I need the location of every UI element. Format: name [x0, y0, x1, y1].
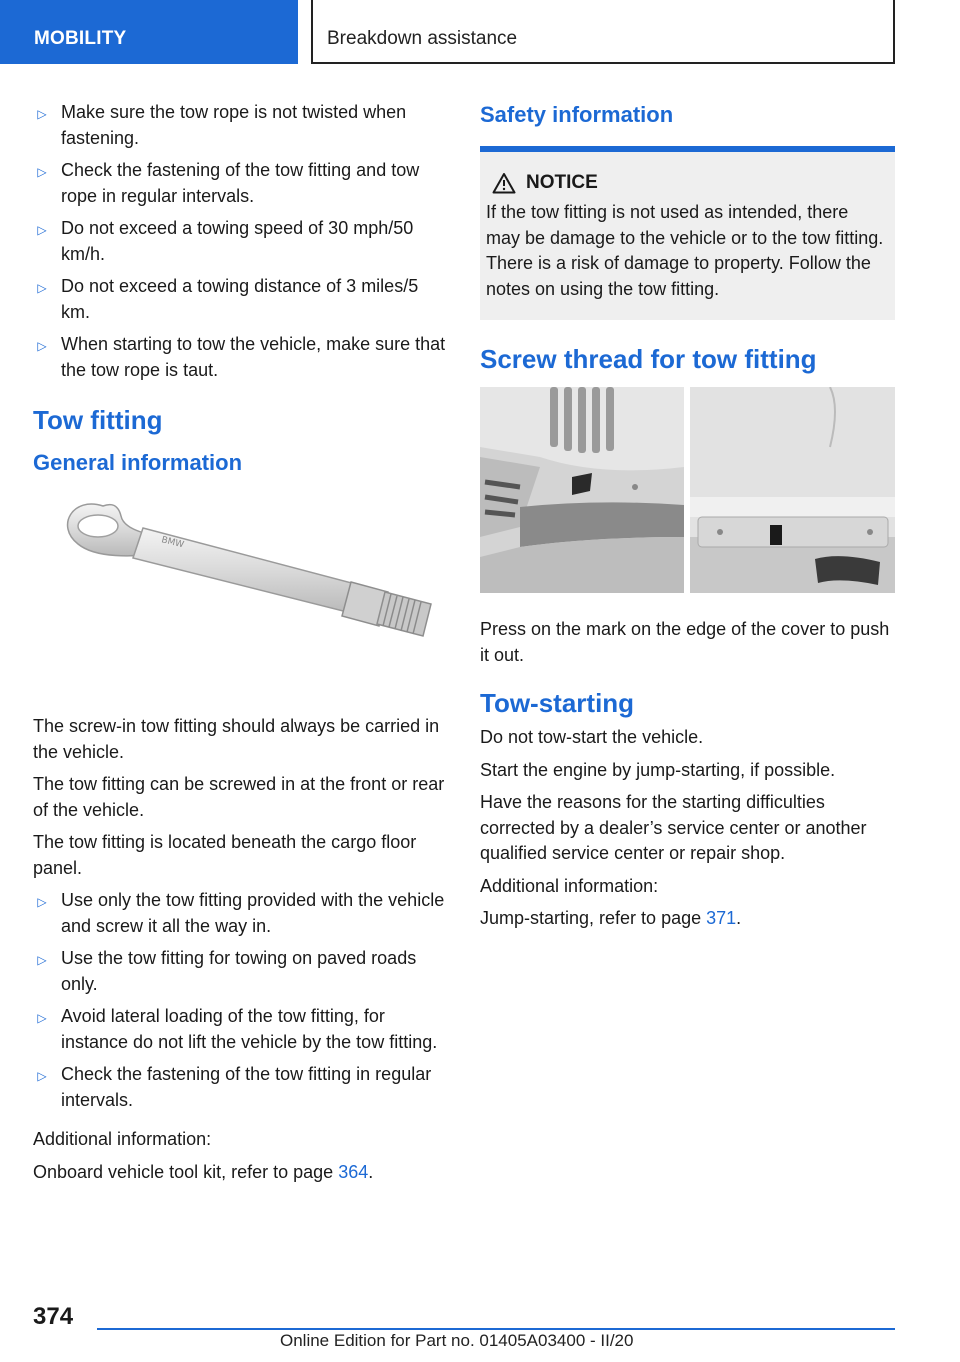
bullet-triangle-icon: ▷: [37, 1011, 47, 1025]
paragraph: Have the reasons for the starting difficulties corrected by a dealer’s service center or another qualified service center or repair shop.: [480, 792, 867, 863]
section-tab: MOBILITY: [0, 0, 298, 64]
bullet-triangle-icon: ▷: [37, 281, 47, 295]
screw-thread-photos: [480, 387, 895, 593]
bullet-triangle-icon: ▷: [37, 895, 47, 909]
bullet-triangle-icon: ▷: [37, 107, 47, 121]
page-number: 374: [33, 1303, 74, 1330]
edition-text: Online Edition for Part no. 01405A03400 - II/20: [280, 1331, 634, 1350]
footer-divider: [97, 1328, 895, 1330]
bullet-triangle-icon: ▷: [37, 1069, 47, 1083]
towing-bullet-list: [33, 100, 448, 383]
paragraph: Start the engine by jump-starting, if possible.: [480, 759, 836, 780]
page-link-364[interactable]: 364: [338, 1161, 369, 1182]
list-item: ▷ Avoid lateral loading of the tow fitting, for instance do not lift the vehicle by the tow fitting.: [33, 1004, 448, 1055]
right-column: [480, 100, 895, 939]
list-item: ▷ Make sure the tow rope is not twisted when fastening.: [33, 100, 448, 151]
reference-line: Jump-starting, refer to page 371.: [480, 908, 742, 928]
heading-tow-starting: Tow-starting: [480, 688, 635, 718]
paragraph: The tow fitting is located beneath the cargo floor panel.: [33, 832, 417, 878]
list-item: ▷ Do not exceed a towing speed of 30 mph/50 km/h.: [33, 216, 448, 267]
svg-text:BMW: BMW: [160, 535, 185, 551]
notice-box: [480, 146, 895, 320]
bullet-triangle-icon: ▷: [37, 165, 47, 179]
list-item: ▷ Do not exceed a towing distance of 3 miles/5 km.: [33, 274, 448, 325]
notice-title: NOTICE: [526, 172, 598, 193]
warning-icon: [492, 172, 516, 194]
rear-bumper-photo: [690, 387, 895, 593]
list-item: ▷ Check the fastening of the tow fitting in regular intervals.: [33, 1062, 448, 1113]
list-item: ▷ When starting to tow the vehicle, make sure that the tow rope is taut.: [33, 332, 448, 383]
reference-line: Onboard vehicle tool kit, refer to page 364.: [33, 1161, 374, 1182]
heading-tow-fitting: Tow fitting: [33, 405, 163, 435]
list-item: ▷ Use only the tow fitting provided with the vehicle and screw it all the way in.: [33, 888, 448, 939]
list-item: ▷ Check the fastening of the tow fitting and tow rope in regular intervals.: [33, 158, 448, 209]
press-instruction: Press on the mark on the edge of the cover to push it out.: [480, 619, 890, 665]
paragraph: Additional information:: [480, 875, 659, 896]
additional-info-label: Additional information:: [33, 1129, 212, 1149]
notice-text: If the tow fitting is not used as intended, there may be damage to the vehicle or to the tow fitting. There is a risk of damage to property. Follow the notes on using the tow fitting.: [486, 202, 884, 299]
bullet-triangle-icon: ▷: [37, 953, 47, 967]
paragraph: The screw-in tow fitting should always be carried in the vehicle.: [33, 716, 440, 762]
bullet-triangle-icon: ▷: [37, 223, 47, 237]
list-item: ▷ Use the tow fitting for towing on paved roads only.: [33, 946, 448, 997]
tow-fitting-illustration: [33, 486, 448, 714]
tow-fitting-bullet-list: [33, 888, 448, 1113]
bullet-triangle-icon: ▷: [37, 339, 47, 353]
paragraph: The tow fitting can be screwed in at the front or rear of the vehicle.: [33, 774, 445, 820]
heading-general-information: General information: [33, 450, 243, 475]
front-bumper-photo: [480, 387, 684, 593]
left-column: [33, 100, 448, 1192]
heading-screw-thread: Screw thread for tow fitting: [480, 344, 817, 374]
paragraph: Do not tow-start the vehicle.: [480, 727, 704, 747]
heading-safety-information: Safety information: [480, 102, 674, 127]
page-link-371[interactable]: 371: [706, 908, 737, 928]
chapter-title: Breakdown assistance: [311, 0, 895, 64]
